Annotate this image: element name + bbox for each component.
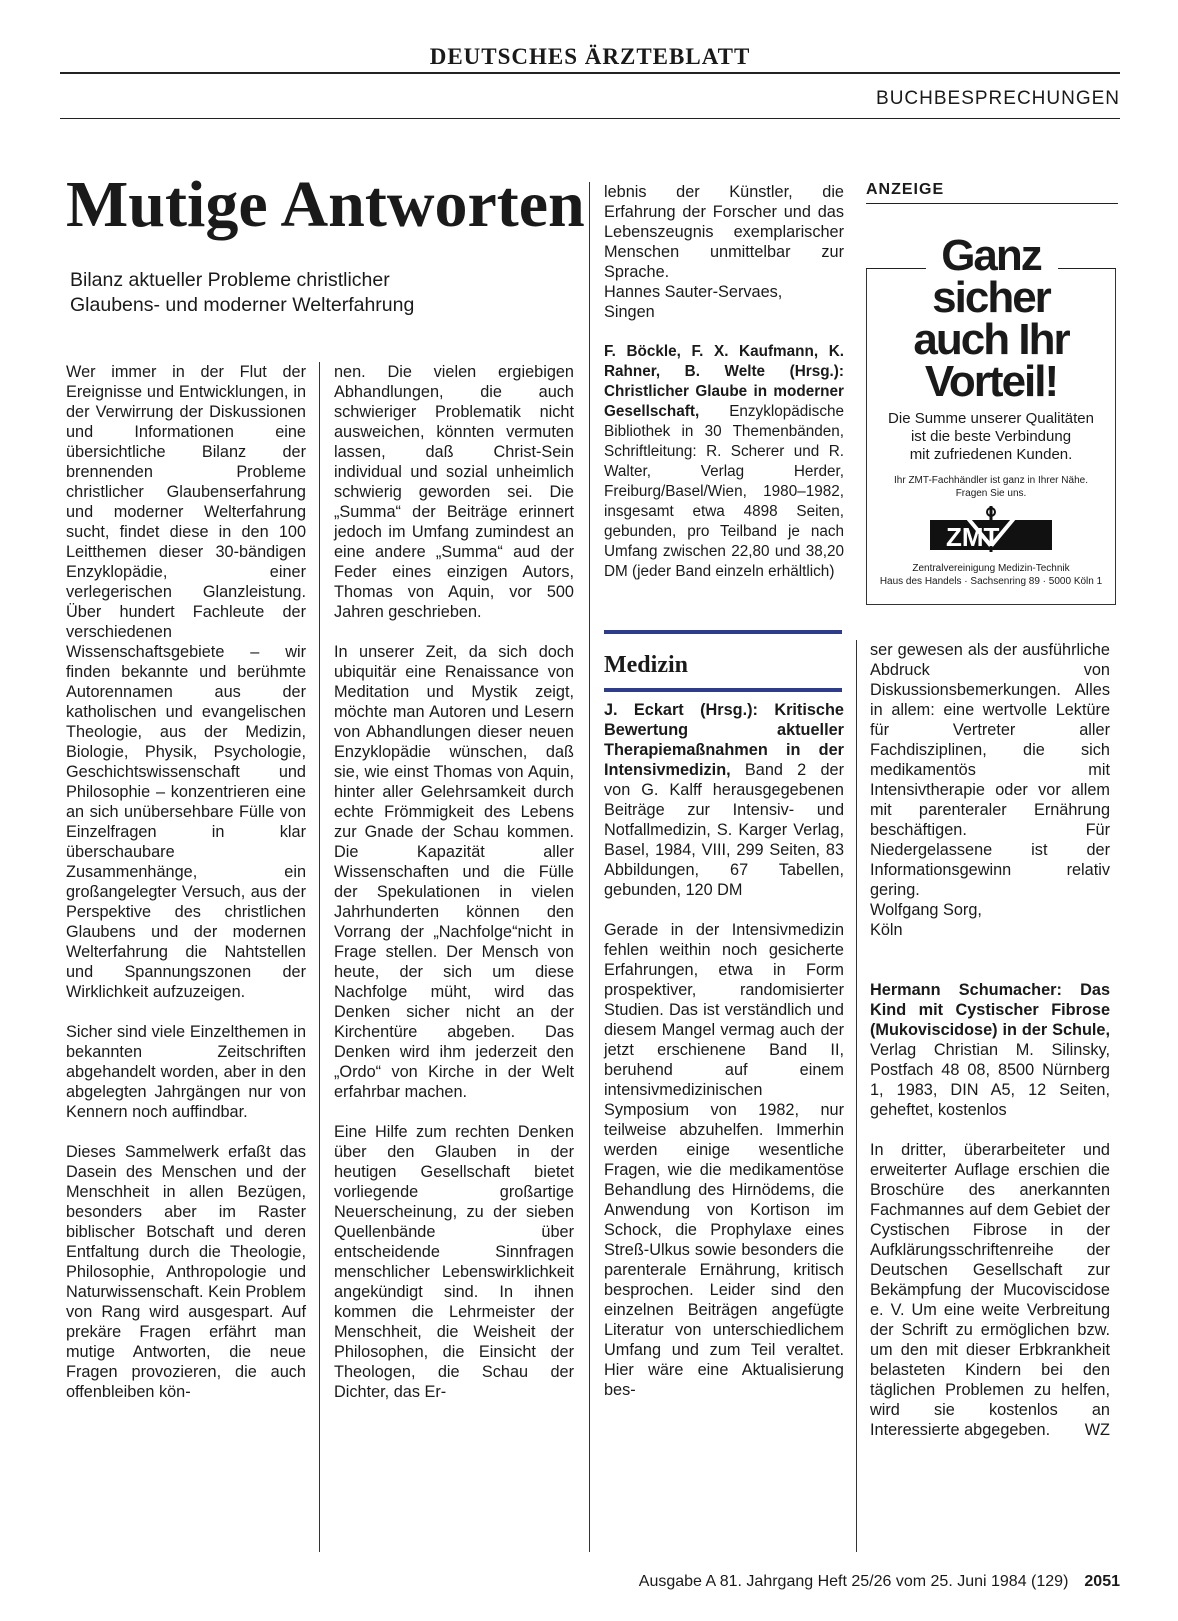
article-title: Mutige Antworten	[66, 168, 585, 241]
review-author: Wolfgang Sorg,	[870, 901, 982, 919]
ad-headline-1: Ganz	[941, 231, 1041, 280]
article-column-1	[66, 362, 306, 1402]
ad-small-2: Fragen Sie uns.	[955, 488, 1027, 499]
medizin-column-4	[870, 640, 1110, 1440]
masthead-rule	[60, 72, 1120, 74]
ad-small-1: Ihr ZMT-Fachhändler ist ganz in Ihrer Nähe.	[894, 475, 1088, 486]
paragraph: Dieses Sammelwerk erfaßt das Dasein des Menschen und der Menschheit in allen Bezügen, besonders aber im Raster biblischer Botschaft und deren Entfaltung durch die Theologie, Philosophie, Anthropologie und Naturwissenschaft. Kein Problem von Rang wird ausgespart. Auf prekäre Fragen erfährt man mutige Antworten, die neue Fragen provozieren, die auch offenbleiben kön-	[66, 1143, 306, 1401]
medizin-heading: Medizin	[604, 652, 688, 678]
column-divider	[319, 362, 320, 1552]
ad-headline-4: Vorteil!	[924, 357, 1058, 406]
review-citation	[604, 700, 844, 900]
bibliography-details: Enzyklopädische Bibliothek in 30 Themenbänden, Schriftleitung: R. Scherer und R. Walter, Verlag Herder, Freiburg/Basel/Wien, 1980–1982, insgesamt etwa 4898 Seiten, gebunden, pro Teilband je nach Umfang zwischen 22,80 und 38,20 DM (jeder Band einzeln erhältlich)	[604, 403, 844, 580]
page-number: 2051	[1084, 1573, 1120, 1590]
ad-text-2: ist die beste Verbindung	[910, 428, 1072, 445]
ad-label-rule	[866, 203, 1118, 204]
review-details: Band 2 der von G. Kalff herausgegebenen Beiträge zur Intensiv- und Notfallmedizin, S. Karger Verlag, Basel, 1984, VIII, 299 Seiten, 83 Abbildungen, 67 Tabellen, gebunden, 120 DM	[604, 761, 844, 899]
paragraph: Sicher sind viele Einzelthemen in bekannten Zeitschriften abgehandelt worden, aber in den abgelegten Jahrgängen nur von Kennern noch auffindbar.	[66, 1023, 306, 1121]
column-divider	[589, 182, 590, 1552]
logo-text: ZMT	[946, 522, 1000, 552]
section-rule-blue	[604, 630, 842, 634]
page-footer	[639, 1573, 1120, 1591]
section-rule	[60, 118, 1120, 119]
column-divider	[856, 640, 857, 1552]
section-rule-blue	[604, 688, 842, 692]
section-label: BUCHBESPRECHUNGEN	[876, 88, 1120, 109]
article-column-2	[334, 362, 574, 1402]
paragraph: Wer immer in der Flut der Ereignisse und Entwicklungen, in der Verwirrung der Diskussionen und Informationen eine übersichtliche Bilanz der brennenden Probleme christlicher Glaubenserfahrung und moderner Welterfahrung sucht, findet diese in den 100 Leitthemen dieser 30-bändigen Enzyklopädie, einer verlegerischen Glanzleistung. Über hundert Fachleute der verschiedenen Wissenschaftsgebiete – wir finden bekannte und berühmte Autorennamen aus der katholischen und evangelischen Theologie, aus der Medizin, Biologie, Physik, Psychologie, Geschichtswissenschaft und Philosophie – konzentrieren eine an sich unübersehbare Fülle von Einzelfragen in klar überschaubare Zusammenhänge, ein großangelegter Versuch, aus der Perspektive des christlichen Glaubens und der modernen Welterfahrung die Nahtstellen und Spannungszonen der Wirklichkeit aufzuzeigen.	[66, 363, 306, 1001]
review-author: WZ	[1084, 1421, 1110, 1439]
paragraph: lebnis der Künstler, die Erfahrung der Forscher und das Lebenszeugnis exemplarischer Menschen unmittelbar zur Sprache.	[604, 183, 844, 281]
reviewer-name: Hannes Sauter-Servaes,	[604, 283, 783, 301]
ad-headline-2: sicher	[932, 273, 1050, 322]
paragraph: In dritter, überarbeiteter und erweiterter Auflage erschien die Broschüre des anerkannten Fachmannes auf dem Gebiet der Cystischen Fibrose in der Aufklärungsschriftenreihe der Deutschen Gesellschaft zur Bekämpfung der Mucoviscidose e. V. Um eine weite Verbreitung der Schrift zu ermöglichen bzw. um den mit dieser Erbkrankheit belasteten Kindern bei den täglichen Problemen zu helfen, wird sie kostenlos an Interessierte abgegeben.	[870, 1141, 1110, 1439]
paragraph: Eine Hilfe zum rechten Denken über den Glauben in der heutigen Gesellschaft bietet vorliegende großartige Neuerscheinung, zu der sieben Quellenbände über entscheidende Sinnfragen menschlicher Lebenswirklichkeit angekündigt sind. In ihnen kommen die Lehrmeister der Menschheit, die Weisheit der Philosophen, die Einsicht der Theologen, die Schau der Dichter, das Er-	[334, 1123, 574, 1401]
bibliography-title: F. Böckle, F. X. Kaufmann, K. Rahner, B. Welte (Hrsg.): Christlicher Glaube in moderner Gesellschaft,	[604, 343, 844, 420]
paragraph: nen. Die vielen ergiebigen Abhandlungen, die auch schwieriger Problematik nicht ausweichen, könnten vermuten lassen, daß Christ-Sein individual und sozial unheimlich schwierig geworden sei. Die „Summa“ der Beiträge erinnert jedoch im Umfang zumindest an eine andere „Summa“ aud der Feder eines einzigen Autors, Thomas von Aquin, vor 500 Jahren geschrieben.	[334, 363, 574, 621]
review-title: J. Eckart (Hrsg.): Kritische Bewertung aktueller Therapiemaßnahmen in der Intensivmedizin,	[604, 701, 844, 779]
reviewer-city: Singen	[604, 303, 655, 321]
ad-text-1: Die Summe unserer Qualitäten	[888, 410, 1094, 427]
ad-org-1: Zentralvereinigung Medizin-Technik	[912, 563, 1070, 574]
zmt-logo	[926, 502, 1056, 562]
review-title: Hermann Schumacher: Das Kind mit Cystischer Fibrose (Mukoviscidose) in der Schule,	[870, 981, 1110, 1039]
paragraph: Gerade in der Intensivmedizin fehlen weithin noch gesicherte Erfahrungen, etwa in Form prospektiver, randomisierter Studien. Das ist verständlich und diesem Mangel vermag auch der jetzt erschienene Band II, beruhend auf einem intensivmedizinischen Symposium von 1982, nur teilweise abzuhelfen. Immerhin werden einige wesentliche Fragen, wie die medikamentöse Behandlung des Hirnödems, die Anwendung von Kortison im Schock, die Prophylaxe eines Streß-Ulkus sowie besonders die parenterale Ernährung, kritisch besprochen. Leider sind den einzelnen Beiträgen angefügte Literatur von unterschiedlichem Umfang und zum Teil veraltet. Hier wäre eine Aktualisierung bes-	[604, 921, 844, 1399]
subtitle-line-2: Glaubens- und moderner Welterfahrung	[70, 293, 415, 316]
ad-label: ANZEIGE	[866, 181, 945, 198]
article-subtitle	[70, 268, 414, 318]
advertisement	[866, 212, 1118, 608]
review-citation	[870, 980, 1110, 1120]
medizin-column-3	[604, 700, 844, 1400]
article-column-3	[604, 182, 844, 582]
subtitle-line-1: Bilanz aktueller Probleme christlicher	[70, 269, 390, 291]
review-details: Verlag Christian M. Silinsky, Postfach 48 08, 8500 Nürnberg 1, 1983, DIN A5, 12 Seiten, geheftet, kostenlos	[870, 1041, 1110, 1119]
paragraph: ser gewesen als der ausführliche Abdruck von Diskussionsbemerkungen. Alles in allem: eine wertvolle Lektüre für Vertreter aller Fachdisziplinen, die sich medikamentös mit Intensivtherapie oder vor allem mit parenteraler Ernährung beschäftigen. Für Niedergelassene ist der Informationsgewinn relativ gering.	[870, 641, 1110, 899]
ad-org-2: Haus des Handels · Sachsenring 89 · 5000 Köln 1	[879, 576, 1103, 587]
ad-text-3: mit zufriedenen Kunden.	[909, 446, 1073, 463]
bibliography	[604, 342, 844, 582]
review-city: Köln	[870, 921, 903, 939]
paragraph: In unserer Zeit, da sich doch ubiquitär eine Renaissance von Meditation und Mystik zeigt, möchte man Autoren und Lesern von Abhandlungen dieser neuen Enzyklopädie wünschen, daß sie, wie einst Thomas von Aquin, hinter aller Gelehrsamkeit durch echte Frömmigkeit des Lebens zur Gnade der Schau kommen. Die Kapazität aller Wissenschaften und die Fülle der Spekulationen in vielen Jahrhunderten können den Vorrang der „Nachfolge“nicht in Frage stellen. Der Mensch von heute, der sich um diese Nachfolge müht, wird das Denken sicher nicht an der Kirchentüre abgeben. Das Denken wird ihm jederzeit den „Ordo“ von Kirche in der Welt erfahrbar machen.	[334, 643, 574, 1101]
issue-info: Ausgabe A 81. Jahrgang Heft 25/26 vom 25. Juni 1984 (129)	[638, 1573, 1069, 1590]
ad-headline-3: auch Ihr	[913, 315, 1069, 364]
masthead: DEUTSCHES ÄRZTEBLATT	[429, 44, 751, 69]
